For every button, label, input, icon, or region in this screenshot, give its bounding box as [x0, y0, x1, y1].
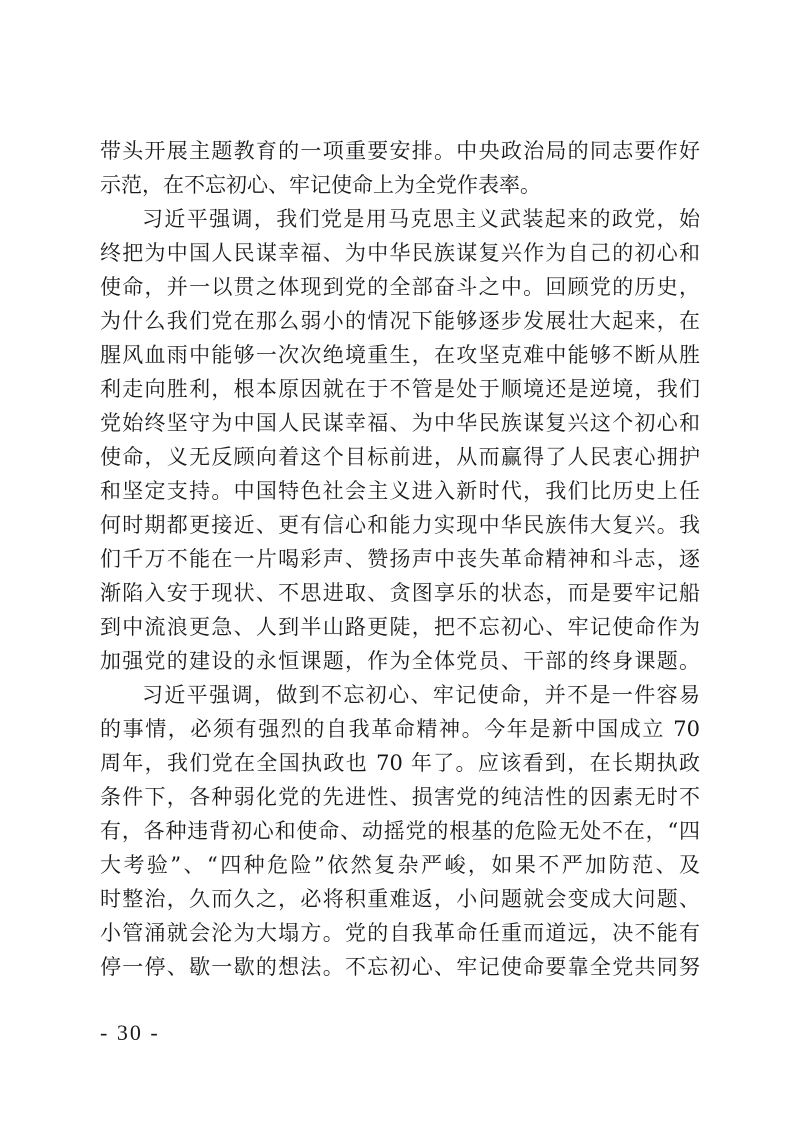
- text-line: 渐陷入安于现状、不思进取、贪图享乐的状态，而是要牢记船: [100, 581, 700, 605]
- text-line: 时整治，久而久之，必将积重难返，小问题就会变成大问题、: [100, 887, 700, 911]
- body-text: [100, 134, 700, 984]
- text-line: 停一停、歇一歇的想法。不忘初心、牢记使命要靠全党共同努: [100, 955, 700, 979]
- text-line: 的事情，必须有强烈的自我革命精神。今年是新中国成立 70: [100, 717, 700, 741]
- text-line: 到中流浪更急、人到半山路更陡，把不忘初心、牢记使命作为: [100, 615, 700, 639]
- text-line: 终把为中国人民谋幸福、为中华民族谋复兴作为自己的初心和: [100, 241, 700, 265]
- text-line: 加强党的建设的永恒课题，作为全体党员、干部的终身课题。: [100, 649, 700, 673]
- text-line: 腥风血雨中能够一次次绝境重生，在攻坚克难中能够不断从胜: [100, 343, 700, 367]
- text-line: 使命，义无反顾向着这个目标前进，从而赢得了人民衷心拥护: [100, 445, 700, 469]
- text-line: 和坚定支持。中国特色社会主义进入新时代，我们比历史上任: [100, 479, 700, 503]
- text-line: 使命，并一以贯之体现到党的全部奋斗之中。回顾党的历史，: [100, 275, 700, 299]
- text-line: 周年，我们党在全国执政也 70 年了。应该看到，在长期执政: [100, 751, 700, 775]
- page-number: - 30 -: [100, 1020, 160, 1045]
- text-line: 小管涌就会沦为大塌方。党的自我革命任重而道远，决不能有: [100, 921, 700, 945]
- text-line: 习近平强调，做到不忘初心、牢记使命，并不是一件容易: [142, 683, 700, 707]
- text-line: 大考验”、“四种危险”依然复杂严峻，如果不严加防范、及: [100, 853, 700, 877]
- text-line: 利走向胜利，根本原因就在于不管是处于顺境还是逆境，我们: [100, 377, 700, 401]
- text-line: 有，各种违背初心和使命、动摇党的根基的危险无处不在，“四: [100, 819, 700, 843]
- text-line: 为什么我们党在那么弱小的情况下能够逐步发展壮大起来，在: [100, 309, 700, 333]
- text-line: 党始终坚守为中国人民谋幸福、为中华民族谋复兴这个初心和: [100, 411, 700, 435]
- text-line: 带头开展主题教育的一项重要安排。中央政治局的同志要作好: [100, 139, 700, 163]
- text-line: 们千万不能在一片喝彩声、赞扬声中丧失革命精神和斗志，逐: [100, 547, 700, 571]
- text-line: 示范，在不忘初心、牢记使命上为全党作表率。: [100, 173, 541, 197]
- text-line: 条件下，各种弱化党的先进性、损害党的纯洁性的因素无时不: [100, 785, 700, 809]
- text-line: 习近平强调，我们党是用马克思主义武装起来的政党，始: [142, 207, 700, 231]
- text-line: 何时期都更接近、更有信心和能力实现中华民族伟大复兴。我: [100, 513, 700, 537]
